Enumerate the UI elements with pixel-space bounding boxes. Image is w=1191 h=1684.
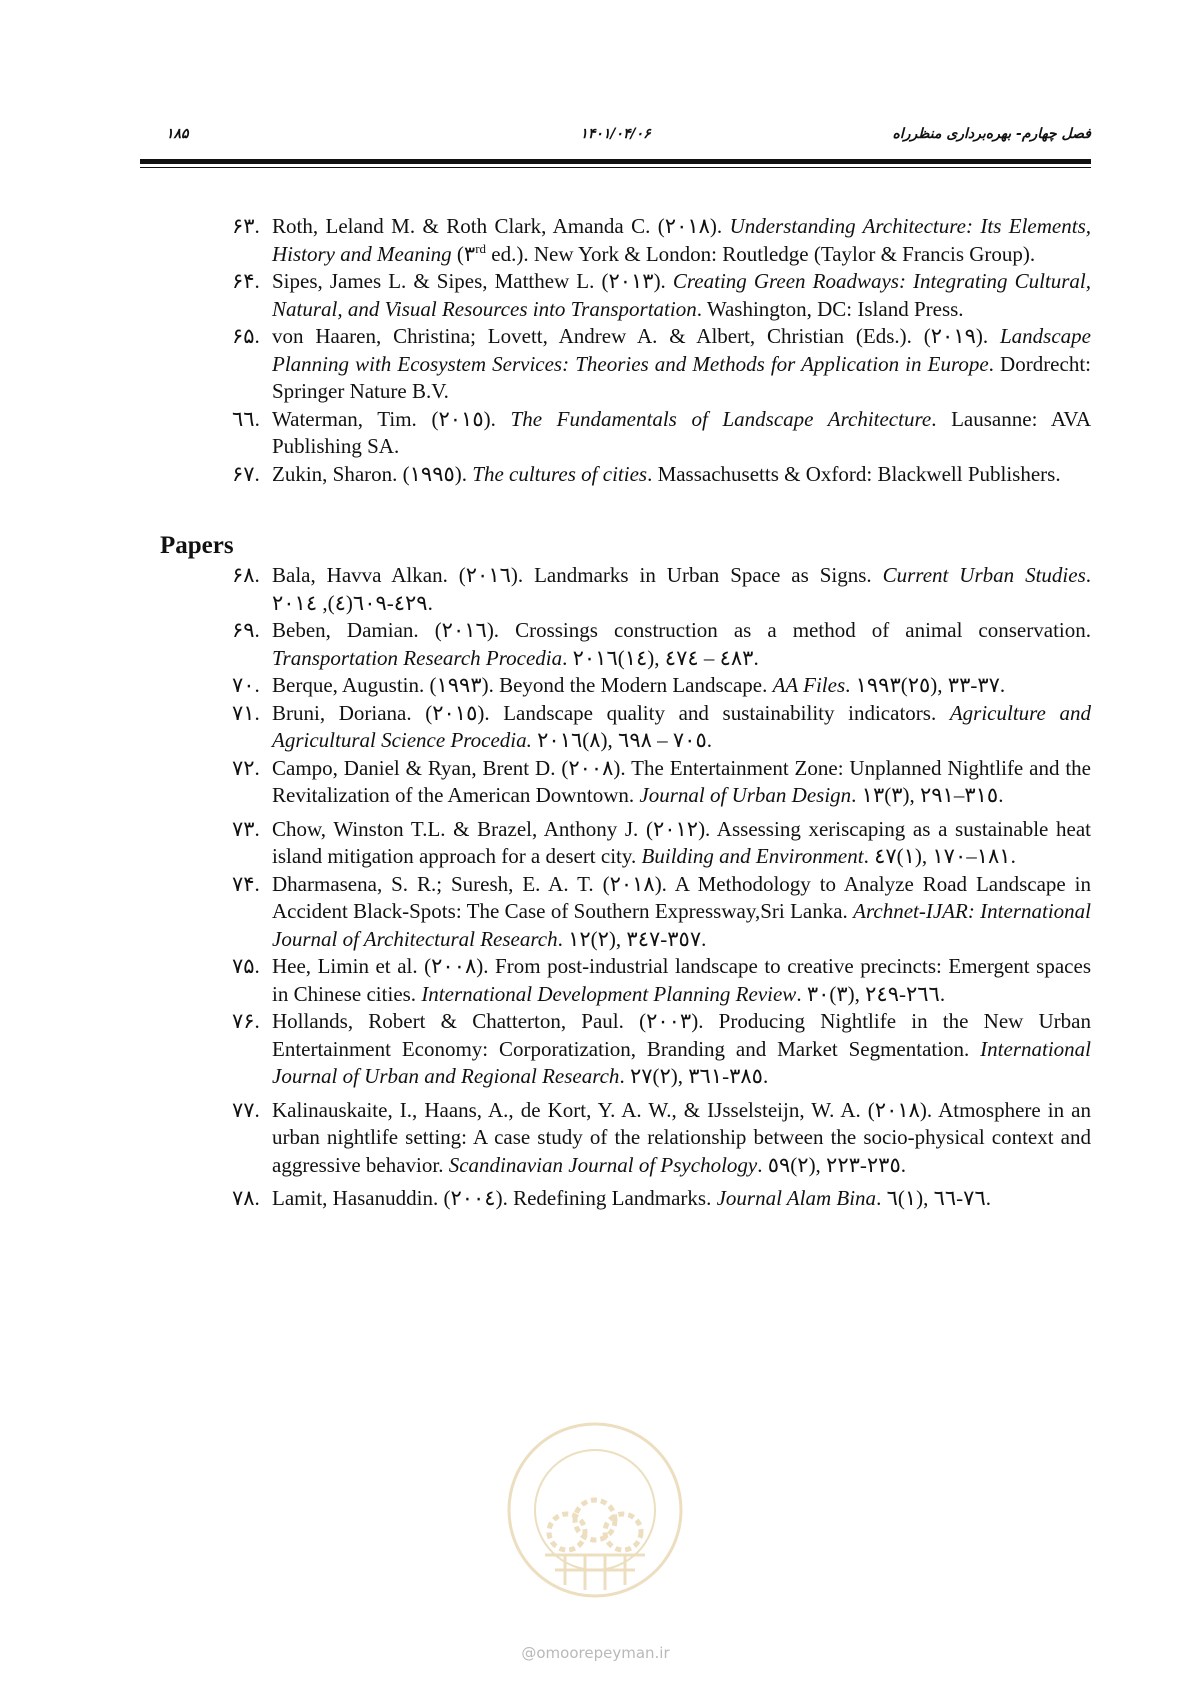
reference-citation: Hee, Limin et al. (۲۰۰۸). From post-industrial landscape to creative precincts: Emergent spaces in Chinese cities. <box>272 954 1091 1006</box>
reference-volume: . ٥۹(۲), ۲۲۳-۲۳٥. <box>757 1152 906 1177</box>
reference-item <box>160 268 1091 323</box>
reference-number: ۷۲. <box>232 755 260 780</box>
reference-number: ۷۶. <box>232 1009 260 1033</box>
reference-volume: . ۲۷(۲), ۳٦۱-۳۸٥. <box>619 1064 769 1088</box>
reference-citation: Kalinauskaite, I., Haans, A., de Kort, Y. A. W., & IJsselsteijn, W. A. (۲۰۱۸). Atmosphere in an urban nightlife setting: A case study of the relationship between the socio-physical context and aggressive behavior. <box>272 1097 1091 1177</box>
reference-number: ۷۵. <box>232 954 260 978</box>
reference-journal: AA Files <box>772 673 846 697</box>
reference-item <box>160 1008 1091 1091</box>
watermark-url: @omoorepeyman.ir <box>521 1644 670 1662</box>
reference-item <box>160 755 1091 810</box>
reference-journal: Journal Alam Bina <box>716 1186 877 1210</box>
reference-volume: . ٦(۱), ٦٦-۷٦. <box>876 1186 991 1210</box>
reference-title: Landscape Planning with Ecosystem Services: Theories and Methods for Application in Europe <box>272 324 1091 376</box>
reference-publisher: . Lausanne: AVA Publishing SA. <box>272 406 1091 458</box>
reference-journal: Current Urban Studies <box>882 563 1086 587</box>
reference-journal: International Journal of Urban and Regional Research <box>272 1036 1091 1088</box>
reference-citation: Beben, Damian. (۲۰۱٦). Crossings construction as a method of animal conservation. <box>272 618 1091 642</box>
reference-authors: Waterman, Tim. (۲۰۱٥). <box>272 406 511 431</box>
reference-item <box>160 871 1091 954</box>
watermark-logo <box>505 1420 685 1600</box>
page-header <box>140 126 1091 148</box>
reference-item <box>160 323 1091 406</box>
reference-item <box>160 562 1091 617</box>
reference-item <box>160 816 1091 871</box>
reference-volume: . ۱۲(۲), ۳٤۷-۳٥۷. <box>557 926 707 951</box>
reference-title: The cultures of cities <box>472 461 648 486</box>
reference-number: ۷۱. <box>232 700 260 725</box>
reference-journal: International Development Planning Review <box>421 981 797 1006</box>
reference-publisher: . Washington, DC: Island Press. <box>696 296 964 321</box>
reference-item <box>160 953 1091 1008</box>
reference-journal: Transportation Research Procedia <box>272 645 563 670</box>
reference-citation: Berque, Augustin. (۱۹۹۳). Beyond the Modern Landscape. <box>272 673 773 697</box>
reference-edition: (۳ <box>451 241 476 266</box>
reference-item <box>160 1185 1091 1213</box>
header-rule-thin <box>140 167 1091 168</box>
reference-number: ٦٦. <box>232 406 260 431</box>
reference-journal: Building and Environment <box>641 844 864 868</box>
reference-item <box>160 213 1091 268</box>
reference-volume: . ۱۳(۳), ۲۹۱–۳۱٥. <box>851 783 1004 807</box>
reference-item <box>160 461 1091 489</box>
reference-authors: von Haaren, Christina; Lovett, Andrew A. & Albert, Christian (Eds.). (۲۰۱۹). <box>272 324 1000 348</box>
reference-edition-sup: rd <box>475 240 487 256</box>
reference-journal: Journal of Urban Design <box>639 783 852 807</box>
reference-citation: Bala, Havva Alkan. (۲۰۱٦). Landmarks in Urban Space as Signs. <box>272 563 883 587</box>
reference-number: ۷۷. <box>232 1097 260 1122</box>
reference-authors: Roth, Leland M. & Roth Clark, Amanda C. (۲۰۱۸). <box>272 214 730 238</box>
reference-journal: Agriculture and Agricultural Science Procedia. <box>272 700 1091 752</box>
reference-citation: Bruni, Doriana. (۲۰۱٥). Landscape quality and sustainability indicators. <box>272 700 950 725</box>
reference-number: ۶۷. <box>232 461 260 486</box>
reference-citation: Chow, Winston T.L. & Brazel, Anthony J. (۲۰۱۲). Assessing xeriscaping as a sustainable heat island mitigation approach for a desert city. <box>272 816 1091 868</box>
reference-number: ۶۵. <box>232 324 260 348</box>
reference-citation: Campo, Daniel & Ryan, Brent D. (۲۰۰۸). The Entertainment Zone: Unplanned Nightlife and the Revitalization of the American Downtown. <box>272 755 1091 807</box>
reference-number: ۷۸. <box>232 1186 260 1210</box>
reference-volume: ۲۰۱٦(۸), ٦۹۸ – ۷۰٥. <box>531 728 712 752</box>
reference-volume: . ٤۷(۱), ۱۷۰–۱۸۱. <box>863 844 1016 868</box>
reference-item <box>160 1097 1091 1180</box>
reference-title: Understanding Architecture: Its Elements, History and Meaning <box>272 214 1091 266</box>
reference-number: ۶۹. <box>232 618 260 642</box>
reference-number: ۶۳. <box>232 214 260 238</box>
reference-citation: Dharmasena, S. R.; Suresh, E. A. T. (۲۰۱۸). A Methodology to Analyze Road Landscape in Accident Black-Spots: The Case of Southern Expressway,Sri Lanka. <box>272 871 1091 923</box>
reference-volume: . ۳۰(۳), ۲٤۹-۲٦٦. <box>796 981 946 1006</box>
reference-item <box>160 617 1091 672</box>
reference-authors: Zukin, Sharon. (۱۹۹٥). <box>272 461 473 486</box>
reference-item <box>160 700 1091 755</box>
header-rule-thick <box>140 159 1091 164</box>
reference-volume: . ۲۰۱٦(٤), ٤۰۹-٤۲۹. <box>272 563 1091 615</box>
reference-journal: Scandinavian Journal of Psychology <box>448 1152 758 1177</box>
reference-publisher: ed.). New York & London: Routledge (Taylor & Francis Group). <box>486 241 1036 266</box>
reference-title: The Fundamentals of Landscape Architecture <box>510 406 932 431</box>
section-heading-papers: Papers <box>160 532 234 559</box>
reference-number: ۶۸. <box>232 563 260 587</box>
reference-item <box>160 672 1091 700</box>
reference-number: ۷۰. <box>232 673 260 697</box>
page-number: ۱۸۵ <box>166 126 189 142</box>
header-date: ۱۴۰۱/۰۴/۰۶ <box>580 126 651 142</box>
reference-publisher: . Dordrecht: Springer Nature B.V. <box>272 351 1091 403</box>
reference-citation: Lamit, Hasanuddin. (۲۰۰٤). Redefining Landmarks. <box>272 1186 717 1210</box>
reference-authors: Sipes, James L. & Sipes, Matthew L. (۲۰۱۳). <box>272 269 673 293</box>
reference-number: ۶۴. <box>232 269 260 293</box>
reference-item <box>160 406 1091 461</box>
reference-number: ۷۴. <box>232 871 260 896</box>
references-body <box>160 213 1091 1213</box>
reference-citation: Hollands, Robert & Chatterton, Paul. (۲۰۰۳). Producing Nightlife in the New Urban Entertainment Economy: Corporatization, Branding and Market Segmentation. <box>272 1009 1091 1061</box>
reference-volume: . ۲۰۱٦(۱٤), ٤۷٤ – ٤۸۳. <box>562 645 759 670</box>
reference-volume: . ۱۹۹۳(۲٥), ۳۳-۳۷. <box>845 673 1006 697</box>
reference-number: ۷۳. <box>232 816 260 841</box>
reference-publisher: . Massachusetts & Oxford: Blackwell Publishers. <box>647 461 1061 486</box>
chapter-title: فصل چهارم- بهره‌برداری منظرراه <box>892 126 1091 142</box>
reference-title: Creating Green Roadways: Integrating Cultural, Natural, and Visual Resources into Transportation <box>272 269 1091 321</box>
reference-journal: Archnet-IJAR: International Journal of Architectural Research <box>272 899 1091 951</box>
